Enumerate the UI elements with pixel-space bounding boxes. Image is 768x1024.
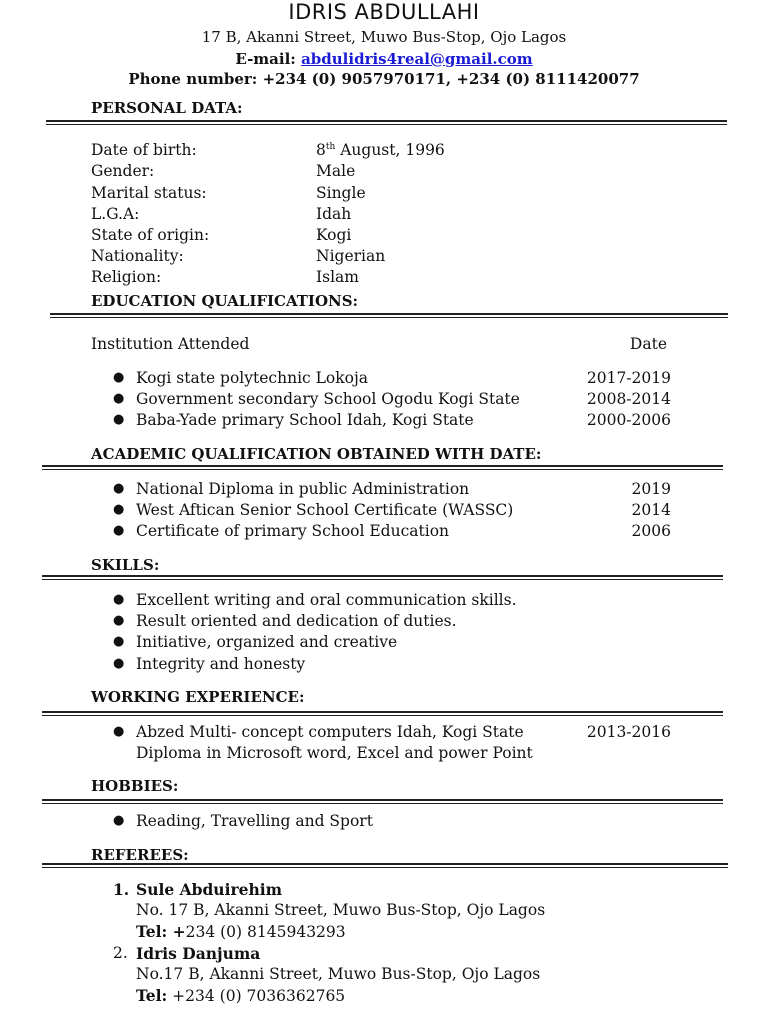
academic-date: 2006 [631,522,671,540]
education-col-institution: Institution Attended [91,335,250,353]
personal-label-gender: Gender: [91,162,155,180]
resume-phone: Phone number: +234 (0) 9057970171, +234 (0) 8111420077 [128,70,640,88]
resume-name: IDRIS ABDULLAHI [288,0,480,24]
work-item-line1: Abzed Multi- concept computers Idah, Kogi State [136,723,524,741]
referee-address: No.17 B, Akanni Street, Muwo Bus-Stop, Ojo Lagos [136,965,541,983]
personal-value-lga: Idah [316,205,352,223]
skills-heading: SKILLS: [91,556,160,574]
skill-item: Integrity and honesty [136,655,306,673]
personal-value-religion: Islam [316,268,359,286]
resume-address: 17 B, Akanni Street, Muwo Bus-Stop, Ojo Lagos [201,28,567,46]
education-item: Baba-Yade primary School Idah, Kogi State [136,411,474,429]
section-divider [42,863,728,868]
hobbies-heading: HOBBIES: [91,777,179,795]
personal-label-state: State of origin: [91,226,210,244]
bullet-icon: ● [113,634,125,649]
work-item-line2: Diploma in Microsoft word, Excel and power Point [136,744,533,762]
section-divider [50,313,728,318]
bullet-icon: ● [113,724,125,739]
education-item: Government secondary School Ogodu Kogi State [136,390,520,408]
personal-label-dob: Date of birth: [91,141,197,159]
work-date: 2013-2016 [586,723,671,741]
email-link[interactable]: abdulidris4real@gmail.com [301,50,533,68]
academic-item: National Diploma in public Administration [136,480,470,498]
section-divider [42,711,723,716]
education-heading: EDUCATION QUALIFICATIONS: [91,292,359,310]
education-date: 2000-2006 [586,411,671,429]
referee-number: 2. [113,944,128,962]
bullet-icon: ● [113,502,125,517]
referee-tel: Tel: +234 (0) 7036362765 [136,986,346,1005]
personal-label-nationality: Nationality: [91,247,184,265]
bullet-icon: ● [113,613,125,628]
section-divider [42,465,723,470]
skill-item: Result oriented and dedication of duties. [136,612,457,630]
personal-data-heading: PERSONAL DATA: [91,99,243,117]
bullet-icon: ● [113,412,125,427]
bullet-icon: ● [113,592,125,607]
skill-item: Initiative, organized and creative [136,633,398,651]
personal-label-marital: Marital status: [91,184,207,202]
bullet-icon: ● [113,391,125,406]
education-item: Kogi state polytechnic Lokoja [136,369,369,387]
referee-address: No. 17 B, Akanni Street, Muwo Bus-Stop, Ojo Lagos [136,901,546,919]
personal-label-lga: L.G.A: [91,205,140,223]
bullet-icon: ● [113,523,125,538]
referee-tel: Tel: +234 (0) 8145943293 [136,922,346,941]
education-date: 2017-2019 [586,369,671,387]
referees-heading: REFEREES: [91,846,189,864]
personal-value-gender: Male [316,162,356,180]
education-date: 2008-2014 [586,390,671,408]
personal-value-nationality: Nigerian [316,247,386,265]
personal-label-religion: Religion: [91,268,162,286]
education-col-date: Date [629,335,667,353]
bullet-icon: ● [113,656,125,671]
bullet-icon: ● [113,481,125,496]
academic-item: Certificate of primary School Education [136,522,450,540]
academic-date: 2019 [631,480,671,498]
personal-value-state: Kogi [316,226,352,244]
bullet-icon: ● [113,813,125,828]
section-divider [46,120,727,125]
referee-name: Sule Abduirehim [136,880,283,899]
personal-value-marital: Single [316,184,366,202]
academic-date: 2014 [631,501,671,519]
referee-name: Idris Danjuma [136,944,261,963]
section-divider [42,575,723,580]
academic-item: West Aftican Senior School Certificate (WASSC) [136,501,514,519]
skill-item: Excellent writing and oral communication skills. [136,591,517,609]
academic-heading: ACADEMIC QUALIFICATION OBTAINED WITH DATE: [91,445,542,463]
work-heading: WORKING EXPERIENCE: [91,688,305,706]
email-label: E-mail: [235,50,296,68]
referee-number: 1. [113,880,130,899]
personal-value-dob: 8th August, 1996 [316,141,445,159]
section-divider [42,799,723,804]
resume-email-line [0,50,768,68]
bullet-icon: ● [113,370,125,385]
hobby-item: Reading, Travelling and Sport [136,812,373,830]
